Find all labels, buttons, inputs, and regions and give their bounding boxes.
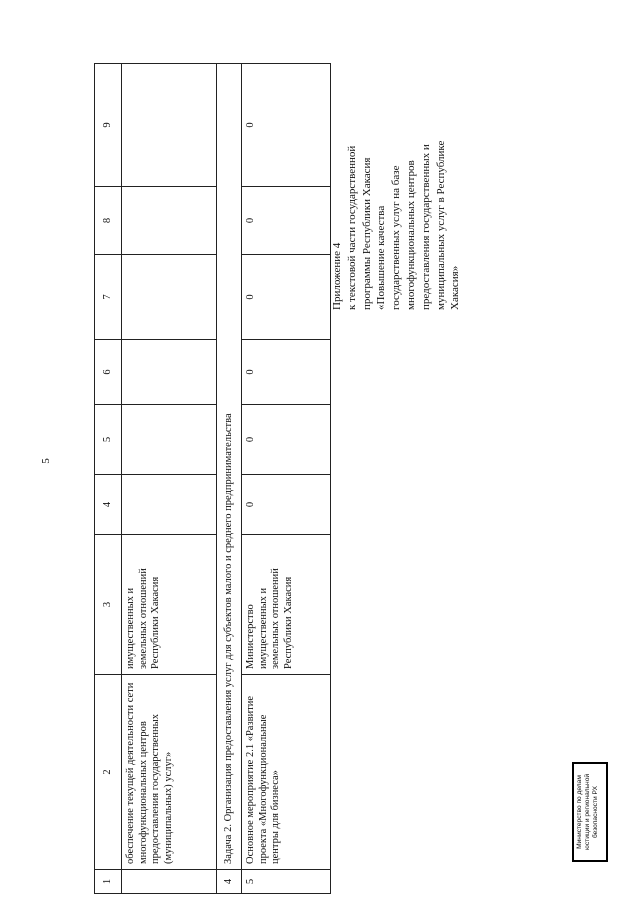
table-cell [122, 475, 217, 535]
page-number: 5 [40, 458, 52, 464]
appendix-line: муниципальных услуг в Республике [434, 140, 447, 310]
table-cell: имущественных и земельных отношений Республики Хакасия [122, 535, 217, 675]
header-cell: 3 [95, 535, 122, 675]
appendix-line: «Повышение качества [375, 205, 388, 310]
table-cell: 0 [242, 405, 331, 475]
table-header-row [95, 64, 122, 894]
appendix-line: государственных услуг на базе [390, 165, 403, 310]
header-cell: 5 [95, 405, 122, 475]
appendix-line: программы Республики Хакасия [360, 157, 373, 310]
task-number: 4 [217, 870, 242, 894]
table-cell: 0 [242, 475, 331, 535]
table-cell [122, 64, 217, 187]
appendix-line: Приложение 4 [331, 242, 343, 310]
stamp-line: юстиции и региональной [584, 773, 591, 851]
table-cell: Основное мероприятие 2.1 «Развитие проекта «Многофункциональные центры для бизнеса» [242, 675, 331, 870]
table-cell [122, 405, 217, 475]
task-row [217, 64, 242, 894]
appendix-line: Хакасия» [449, 265, 462, 310]
table-cell: 0 [242, 340, 331, 405]
header-cell: 4 [95, 475, 122, 535]
table-cell: Министерство имущественных и земельных отношений Республики Хакасия [242, 535, 331, 675]
table-cell [122, 187, 217, 255]
table-cell: 0 [242, 187, 331, 255]
table-cell: 0 [242, 255, 331, 340]
table-cell: 0 [242, 64, 331, 187]
appendix-line: многофункциональных центров [404, 160, 417, 310]
appendix-line: предоставления государственных и [419, 144, 432, 310]
header-cell: 7 [95, 255, 122, 340]
table-cell [122, 340, 217, 405]
program-table [94, 63, 331, 894]
ministry-stamp [572, 762, 608, 862]
table-cell: 5 [242, 870, 331, 894]
table-cell [122, 870, 217, 894]
table-cell [122, 255, 217, 340]
header-cell: 2 [95, 675, 122, 870]
header-cell: 1 [95, 870, 122, 894]
table-row [122, 64, 217, 894]
stamp-line: безопасности РХ [592, 786, 599, 839]
header-cell: 6 [95, 340, 122, 405]
header-cell: 9 [95, 64, 122, 187]
stamp-line: Министерство по делам [576, 775, 583, 849]
appendix-line: к текстовой части государственной [345, 145, 358, 310]
header-cell: 8 [95, 187, 122, 255]
appendix-note [330, 60, 463, 310]
task-title: Задача 2. Организация предоставления услуг для субъектов малого и среднего предпринимательства [217, 64, 242, 870]
table-cell: обеспечение текущей деятельности сети многофункциональных центров предоставления государственных (муниципальных) услуг» [122, 675, 217, 870]
table-row [242, 64, 331, 894]
